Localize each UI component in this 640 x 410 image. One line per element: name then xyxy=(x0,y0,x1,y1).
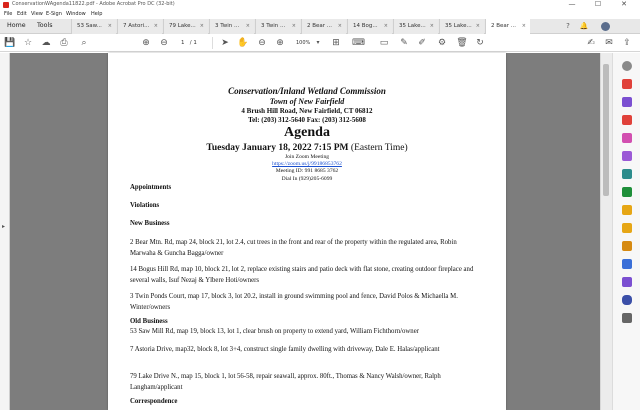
dial-in: Dial In (929)205-6099 xyxy=(281,176,333,182)
section-correspondence: Correspondence xyxy=(130,398,178,405)
pencil-icon[interactable]: ✎ xyxy=(400,38,408,48)
agenda-organization: Conservation/Inland Wetland Commission xyxy=(228,86,386,96)
maximize-button[interactable]: ☐ xyxy=(594,0,602,8)
tab-close-icon[interactable]: × xyxy=(383,23,388,29)
page-total: / 1 xyxy=(189,40,197,46)
zoom-out-icon[interactable]: ⊖ xyxy=(258,38,266,48)
document-tab[interactable] xyxy=(209,19,254,34)
crop-tool-icon[interactable]: ⊞ xyxy=(332,38,340,48)
old-business-item: 79 Lake Drive N., map 15, block 1, lot 56-58, repair seawall, approx. 80ft., Thomas & Nancy Walsh/owner, Ralph Langham/applicant xyxy=(130,373,441,391)
shield-icon[interactable] xyxy=(622,295,632,305)
chevron-down-icon[interactable]: ▾ xyxy=(316,39,320,46)
send-for-review-icon[interactable] xyxy=(622,187,632,197)
menu-edit[interactable]: Edit xyxy=(17,11,27,17)
zoom-in-icon[interactable]: ⊕ xyxy=(276,38,284,48)
menu-view[interactable]: View xyxy=(31,11,43,17)
tab-close-icon[interactable]: × xyxy=(475,23,480,29)
document-tab[interactable] xyxy=(393,19,438,34)
document-tab-label: 3 Twin ... xyxy=(261,23,286,29)
section-new-business: New Business xyxy=(130,220,170,227)
scrollbar-thumb[interactable] xyxy=(603,64,609,196)
new-business-item: 14 Bogus Hill Rd, map 10, block 21, lot 2, replace existing stairs and patio deck with flat stone, creating outdoor fireplace and several walls, Isuf Nezaj & Ylbere Hoti/owners xyxy=(130,266,474,284)
search-tool-icon[interactable] xyxy=(622,61,632,71)
save-icon[interactable]: 💾 xyxy=(4,38,16,48)
acrobat-app-icon xyxy=(3,2,9,8)
tab-close-icon[interactable]: × xyxy=(153,23,158,29)
comment-tool-icon[interactable] xyxy=(622,241,632,251)
bookmark-star-icon[interactable]: ☆ xyxy=(23,38,33,48)
more-tools-icon[interactable] xyxy=(622,313,632,323)
document-tab-label: 7 Astori... xyxy=(123,23,150,29)
window-title: ConservationWAgenda11822.pdf - Adobe Acrobat Pro DC (32-bit) xyxy=(12,1,175,7)
zoom-link[interactable]: https://zoom.us/j/99186853762 xyxy=(272,161,342,167)
expand-pane-icon[interactable]: ▸ xyxy=(2,223,6,230)
old-business-item: 53 Saw Mill Rd, map 19, block 13, lot 1, clear brush on property to extend yard, William Fichthorn/owner xyxy=(130,328,419,335)
new-business-item: 2 Bear Mtn. Rd, map 24, block 21, lot 2.4, cut trees in the front and rear of the property within the regulated area, Robin Marwaha & Guncha Bagga/owner xyxy=(130,239,457,257)
protect-icon[interactable] xyxy=(622,205,632,215)
print-icon[interactable]: ⎙ xyxy=(60,38,68,48)
tab-close-icon[interactable]: × xyxy=(429,23,434,29)
document-tab-label: 35 Lake... xyxy=(399,23,426,29)
tab-close-icon[interactable]: × xyxy=(291,23,296,29)
upload-cloud-icon[interactable]: ☁ xyxy=(41,38,51,48)
tab-close-icon[interactable]: × xyxy=(245,23,250,29)
next-page-icon[interactable]: ⊖ xyxy=(160,38,168,48)
tab-close-icon[interactable]: × xyxy=(337,23,342,29)
scan-ocr-icon[interactable] xyxy=(622,169,632,179)
combine-files-icon[interactable] xyxy=(622,133,632,143)
fill-sign-icon[interactable]: ✍ xyxy=(587,38,595,48)
document-tab-label: 79 Lake... xyxy=(169,23,196,29)
menu-file[interactable]: File xyxy=(4,11,13,17)
keyboard-icon[interactable]: ⌨ xyxy=(352,38,365,48)
meeting-date-text: Tuesday January 18, 2022 7:15 PM xyxy=(206,143,349,153)
tab-close-icon[interactable]: × xyxy=(199,23,204,29)
agenda-town: Town of New Fairfield xyxy=(269,97,345,106)
menu-esign[interactable]: E-Sign xyxy=(46,11,62,17)
section-old-business: Old Business xyxy=(130,318,168,325)
email-icon[interactable]: ✉ xyxy=(605,38,613,48)
agenda-title: Agenda xyxy=(284,125,330,140)
document-tab[interactable] xyxy=(301,19,346,34)
create-pdf-icon[interactable] xyxy=(622,97,632,107)
tab-bar xyxy=(0,19,640,34)
minimize-button[interactable]: — xyxy=(568,0,576,8)
help-icon[interactable]: ? xyxy=(566,22,570,30)
rotate-icon[interactable]: ↻ xyxy=(476,38,484,48)
document-tab-label: 35 Lake... xyxy=(445,23,472,29)
document-tab[interactable] xyxy=(347,19,392,34)
organize-pages-icon[interactable] xyxy=(622,151,632,161)
tools-pane xyxy=(612,53,640,410)
document-tab-label: 2 Bear ... xyxy=(491,23,517,29)
export-pdf-icon[interactable] xyxy=(622,79,632,89)
page-current[interactable]: 1 xyxy=(181,40,185,46)
section-violations: Violations xyxy=(130,202,160,209)
agenda-address: 4 Brush Hill Road, New Fairfield, CT 06812 xyxy=(241,107,373,115)
document-tab[interactable] xyxy=(255,19,300,34)
hand-tool-icon[interactable]: ✋ xyxy=(237,38,249,48)
zoom-heading: Join Zoom Meeting xyxy=(284,154,330,160)
document-tab-label: 3 Twin ... xyxy=(215,23,240,29)
highlighter-icon[interactable]: ✐ xyxy=(418,38,426,48)
stamp-icon[interactable]: ⚙ xyxy=(437,38,447,48)
toolbar-divider xyxy=(212,37,213,49)
comment-icon[interactable]: ▭ xyxy=(379,38,389,48)
edit-pdf-icon[interactable] xyxy=(622,115,632,125)
request-signature-icon[interactable] xyxy=(622,277,632,287)
delete-icon[interactable]: 🗑 xyxy=(456,38,468,48)
quick-tools-toolbar xyxy=(0,34,640,52)
previous-page-icon[interactable]: ⊕ xyxy=(142,38,150,48)
avatar[interactable] xyxy=(601,22,610,31)
document-tab[interactable] xyxy=(71,19,116,34)
fill-and-sign-icon[interactable] xyxy=(622,259,632,269)
meeting-date xyxy=(108,143,506,153)
tab-close-icon[interactable]: × xyxy=(521,23,526,29)
page-indicator[interactable] xyxy=(181,38,197,48)
old-business-item: 7 Astoria Drive, map32, block 8, lot 3+4, construct single family dwelling with driveway, Dale E. Halas/applicant xyxy=(130,346,440,353)
select-cursor-icon[interactable]: ➤ xyxy=(221,38,229,48)
document-tab-label: 53 Saw... xyxy=(77,23,102,29)
meeting-id: Meeting ID: 991 8685 3762 xyxy=(275,168,339,174)
pdf-page xyxy=(108,53,506,410)
menu-help[interactable]: Help xyxy=(91,11,103,17)
new-business-item: 3 Twin Ponds Court, map 17, block 3, lot 20.2, install in ground swimming pool and fence, David Polos & Michaella M. Winter/owners xyxy=(130,293,458,311)
tab-close-icon[interactable]: × xyxy=(107,23,112,29)
title-bar xyxy=(0,0,640,10)
tab-home[interactable]: Home xyxy=(7,22,26,29)
document-tab[interactable] xyxy=(439,19,484,34)
bell-icon[interactable]: 🔔 xyxy=(579,22,589,30)
left-navigation-pane[interactable] xyxy=(0,53,10,410)
menu-bar xyxy=(0,10,640,19)
document-tab[interactable] xyxy=(163,19,208,34)
section-appointments: Appointments xyxy=(130,184,172,191)
tab-tools[interactable]: Tools xyxy=(37,22,53,29)
close-button[interactable]: ✕ xyxy=(621,0,627,8)
document-tab-label: 14 Bog... xyxy=(353,23,378,29)
document-tab[interactable] xyxy=(117,19,162,34)
meeting-timezone: (Eastern Time) xyxy=(350,143,408,153)
share-icon[interactable]: ⇪ xyxy=(623,38,631,48)
search-icon[interactable]: ⌕ xyxy=(81,38,87,48)
document-tab-active[interactable] xyxy=(485,19,530,34)
menu-window[interactable]: Window xyxy=(66,11,86,17)
zoom-level[interactable]: 100% xyxy=(296,40,311,46)
document-tab-label: 2 Bear ... xyxy=(307,23,333,29)
compress-icon[interactable] xyxy=(622,223,632,233)
agenda-phone: Tel: (203) 312-5640 Fax: (203) 312-5608 xyxy=(248,116,366,124)
